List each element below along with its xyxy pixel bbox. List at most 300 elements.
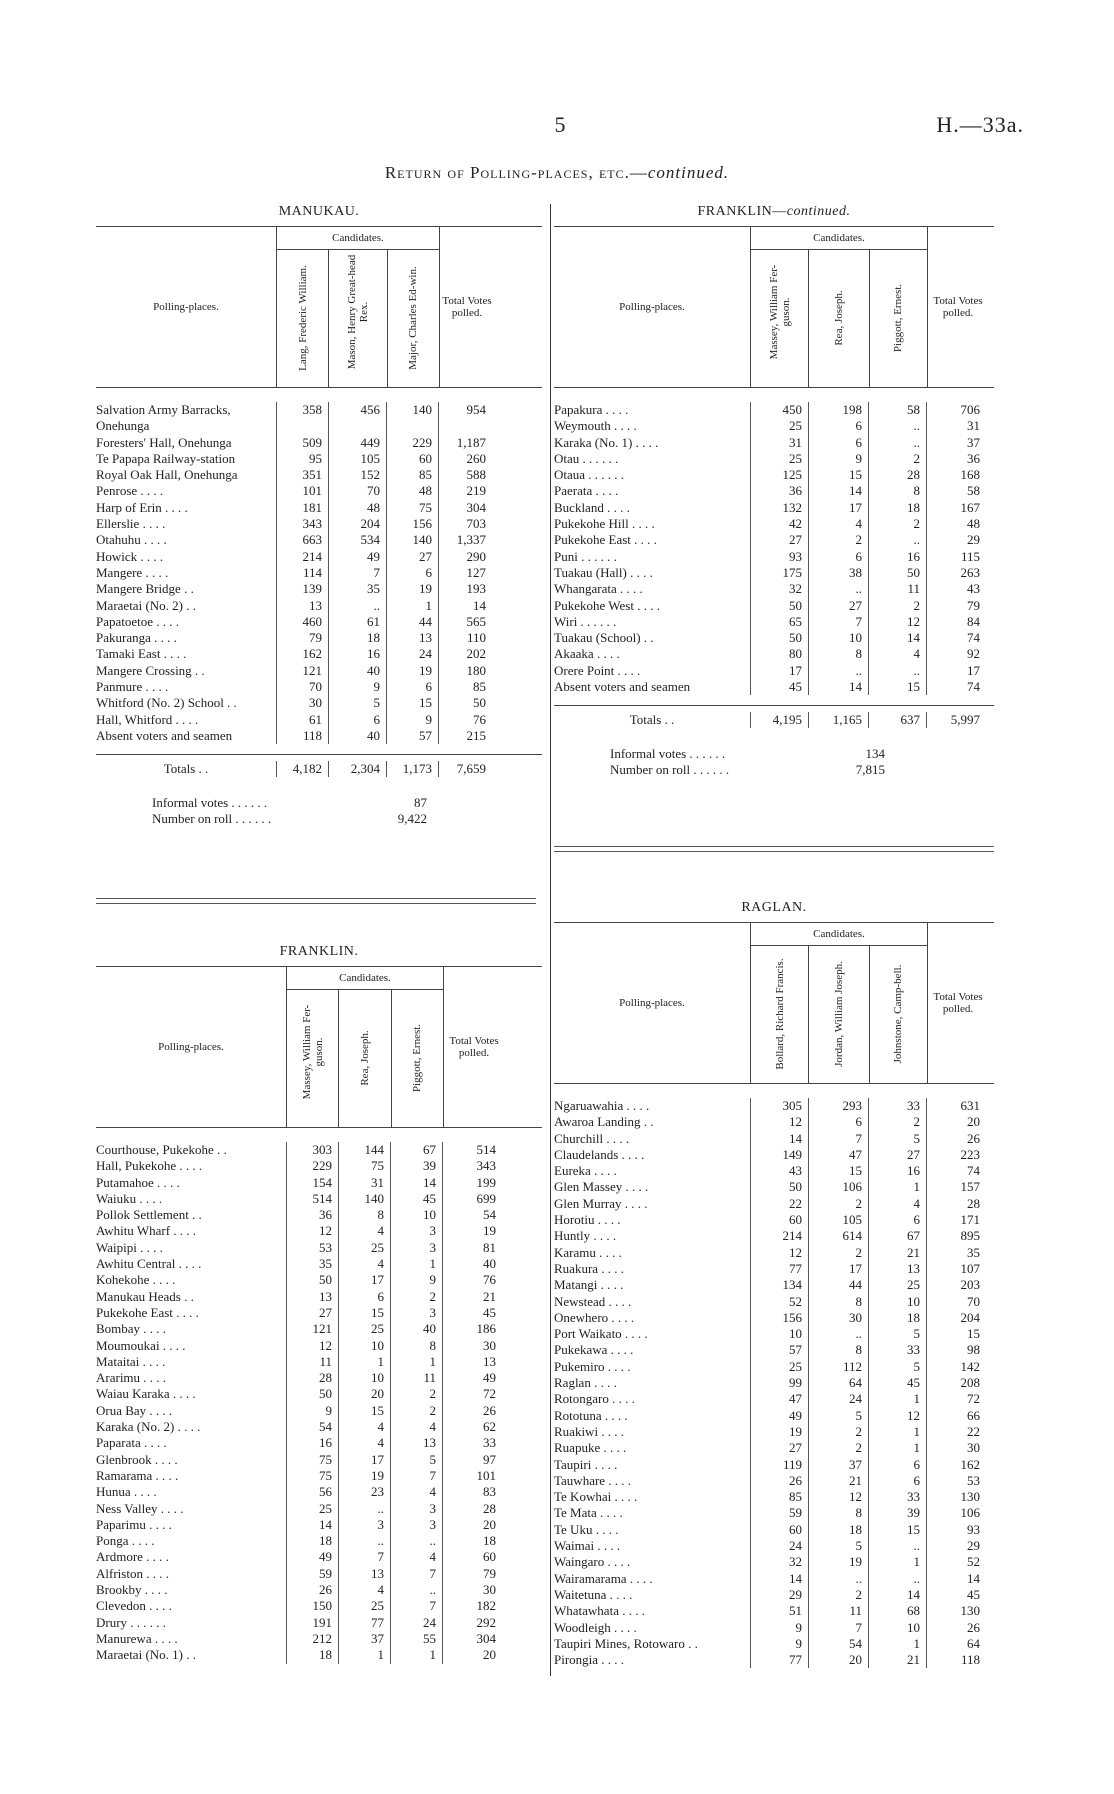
- candidate-votes-cell: 11: [868, 581, 926, 597]
- candidate-votes-cell: 4: [868, 646, 926, 662]
- total-votes-cell: 37: [926, 435, 986, 451]
- candidate-votes-cell: 7: [338, 1549, 390, 1565]
- polling-place: Whangarata . . . .: [554, 581, 643, 597]
- total-votes-cell: 29: [926, 1538, 986, 1554]
- total-votes-cell: 22: [926, 1424, 986, 1440]
- candidate-votes-cell: 7: [328, 565, 386, 581]
- polling-place: Moumoukai . . . .: [96, 1337, 186, 1353]
- candidate-votes-cell: 1: [868, 1636, 926, 1652]
- candidate-name-header: [277, 250, 328, 387]
- table-row: [554, 435, 994, 451]
- table-row: [96, 1549, 542, 1565]
- total-votes-cell: 588: [438, 467, 492, 483]
- table-row: [554, 1245, 994, 1261]
- total-votes-cell: 168: [926, 467, 986, 483]
- candidate-votes-cell: ..: [390, 1582, 442, 1598]
- polling-place: Pukekohe East . . . .: [554, 532, 657, 548]
- total-votes-cell: 28: [442, 1501, 502, 1517]
- polling-place: Rototuna . . . .: [554, 1407, 628, 1423]
- candidate-votes-cell: 51: [750, 1603, 808, 1619]
- double-rule-right: [554, 846, 994, 852]
- totals-label: Totals . .: [163, 761, 209, 777]
- candidate-votes-cell: [276, 418, 328, 434]
- candidate-votes-cell: 35: [328, 581, 386, 597]
- candidate-votes-cell: 293: [808, 1098, 868, 1114]
- candidate-votes-cell: 25: [750, 451, 808, 467]
- candidate-votes-cell: 303: [286, 1142, 338, 1158]
- candidate-votes-cell: 67: [868, 1228, 926, 1244]
- franklin-continued-title-italic: continued.: [786, 204, 851, 219]
- polling-place: Karaka (No. 2) . . . .: [96, 1419, 201, 1435]
- table-row: [554, 1228, 994, 1244]
- total-votes-cell: 83: [442, 1484, 502, 1500]
- total-votes-cell: 101: [442, 1468, 502, 1484]
- table-row: [554, 598, 994, 614]
- candidate-votes-cell: 13: [286, 1289, 338, 1305]
- candidate-votes-cell: 37: [808, 1457, 868, 1473]
- total-votes-cell: 263: [926, 565, 986, 581]
- polling-place: Claudelands . . . .: [554, 1146, 645, 1162]
- candidate-votes-cell: 2: [808, 1440, 868, 1456]
- number-on-roll-label: Number on roll . . . . . .: [610, 762, 730, 778]
- franklin-title: FRANKLIN.: [279, 944, 359, 959]
- candidate-name: Jordan, William Joseph.: [833, 961, 845, 1067]
- polling-place: Paerata . . . .: [554, 483, 619, 499]
- total-votes-cell: 142: [926, 1359, 986, 1375]
- total-votes-cell: 199: [442, 1175, 502, 1191]
- candidate-votes-cell: 48: [386, 483, 438, 499]
- candidate-votes-cell: 456: [328, 402, 386, 418]
- candidate-votes-cell: 27: [808, 598, 868, 614]
- polling-place: Whitford (No. 2) School . .: [96, 695, 237, 711]
- candidate-votes-cell: 162: [276, 646, 328, 662]
- candidate-votes-cell: 93: [750, 549, 808, 565]
- candidate-votes-cell: 45: [390, 1191, 442, 1207]
- total-votes-cell: 98: [926, 1342, 986, 1358]
- candidate-votes-cell: 6: [808, 1114, 868, 1130]
- candidate-votes-cell: 156: [750, 1310, 808, 1326]
- candidate-votes-cell: 24: [390, 1615, 442, 1631]
- candidate-votes-cell: 40: [390, 1321, 442, 1337]
- candidate-votes-cell: 25: [286, 1501, 338, 1517]
- candidate-votes-cell: 25: [750, 418, 808, 434]
- candidate-votes-cell: 514: [286, 1191, 338, 1207]
- candidate-votes-cell: 2: [808, 1245, 868, 1261]
- candidate-votes-cell: 118: [276, 728, 328, 744]
- polling-place: Foresters' Hall, Onehunga: [96, 434, 232, 450]
- candidate-votes-cell: 214: [750, 1228, 808, 1244]
- table-row: [96, 581, 542, 597]
- total-votes-cell: 343: [442, 1158, 502, 1174]
- polling-place: Mangere Bridge . .: [96, 581, 194, 597]
- candidate-votes-cell: 7: [390, 1468, 442, 1484]
- candidate-votes-cell: ..: [338, 1533, 390, 1549]
- candidate-votes-cell: 95: [276, 451, 328, 467]
- table-row: [554, 1652, 994, 1668]
- page-number: 5: [554, 112, 566, 137]
- candidate-name-header: [869, 250, 927, 387]
- candidate-votes-cell: 59: [750, 1505, 808, 1521]
- candidate-votes-cell: 14: [286, 1517, 338, 1533]
- candidate-votes-cell: 614: [808, 1228, 868, 1244]
- candidate-votes-cell: 40: [328, 728, 386, 744]
- table-row: [554, 1179, 994, 1195]
- polling-place: Ramarama . . . .: [96, 1467, 179, 1483]
- manukau-table: [96, 204, 542, 827]
- table-row: [554, 1342, 994, 1358]
- informal-votes-label: Informal votes . . . . . .: [610, 746, 726, 762]
- table-row: [96, 646, 542, 662]
- polling-place: Awhitu Central . . . .: [96, 1256, 202, 1272]
- table-row: [96, 532, 542, 548]
- candidate-votes-cell: ..: [808, 1326, 868, 1342]
- polling-place: Paparata . . . .: [96, 1435, 167, 1451]
- polling-place: Ruakura . . . .: [554, 1260, 625, 1276]
- candidate-votes-cell: 27: [868, 1147, 926, 1163]
- candidate-votes-cell: 2: [808, 1587, 868, 1603]
- table-row: [554, 516, 994, 532]
- table-row: [554, 1457, 994, 1473]
- candidate-votes-cell: 5: [808, 1538, 868, 1554]
- candidate-votes-cell: 52: [750, 1294, 808, 1310]
- polling-place: Papatoetoe . . . .: [96, 613, 180, 629]
- candidate-votes-cell: 35: [286, 1256, 338, 1272]
- candidate-name-header: [808, 250, 868, 387]
- candidate-votes-cell: ..: [328, 598, 386, 614]
- table-row: [96, 712, 542, 728]
- polling-place: Weymouth . . . .: [554, 418, 637, 434]
- double-rule-left: [96, 898, 536, 904]
- candidate-votes-cell: ..: [808, 1571, 868, 1587]
- table-row: [554, 1408, 994, 1424]
- candidate-votes-cell: 50: [750, 630, 808, 646]
- table-row: [96, 679, 542, 695]
- candidate-votes-cell: 10: [868, 1620, 926, 1636]
- candidate-votes-cell: 204: [328, 516, 386, 532]
- polling-place: Waimai . . . .: [554, 1538, 621, 1554]
- polling-place: Onewhero . . . .: [554, 1309, 635, 1325]
- candidate-votes-cell: 12: [286, 1338, 338, 1354]
- candidate-votes-cell: 54: [286, 1419, 338, 1435]
- candidate-votes-cell: 45: [750, 679, 808, 695]
- candidate-votes-cell: 14: [750, 1571, 808, 1587]
- total-votes-cell: 97: [442, 1452, 502, 1468]
- candidate-votes-cell: 343: [276, 516, 328, 532]
- table-row: [96, 1354, 542, 1370]
- total-votes-cell: 106: [926, 1505, 986, 1521]
- table-row: [554, 1196, 994, 1212]
- candidate-votes-cell: 4: [338, 1435, 390, 1451]
- table-row: [554, 1098, 994, 1114]
- total-votes-cell: 62: [442, 1419, 502, 1435]
- table-row: [554, 1522, 994, 1538]
- polling-places-header: Polling-places.: [153, 301, 219, 313]
- candidate-votes-cell: 9: [286, 1403, 338, 1419]
- document-reference: H.—33a.: [936, 112, 1024, 137]
- total-votes-cell: 72: [442, 1386, 502, 1402]
- polling-place: Tauwhare . . . .: [554, 1472, 632, 1488]
- polling-place: Manukau Heads . .: [96, 1288, 194, 1304]
- candidate-votes-cell: 24: [808, 1391, 868, 1407]
- informal-votes-label: Informal votes . . . . . .: [152, 795, 268, 811]
- polling-place: Matangi . . . .: [554, 1277, 624, 1293]
- table-row: [96, 1501, 542, 1517]
- total-votes-cell: 223: [926, 1147, 986, 1163]
- polling-place: Salvation Army Barracks,: [96, 402, 231, 417]
- candidate-votes-cell: 4: [338, 1419, 390, 1435]
- franklin-continued-table: [554, 204, 994, 778]
- candidate-votes-cell: 77: [338, 1615, 390, 1631]
- totals-cell: 4,195: [750, 712, 808, 728]
- polling-place: Taupiri . . . .: [554, 1456, 618, 1472]
- table-row: [96, 1175, 542, 1191]
- raglan-table: [554, 900, 994, 1668]
- total-votes-cell: 180: [438, 663, 492, 679]
- candidate-votes-cell: 12: [868, 614, 926, 630]
- candidate-votes-cell: ..: [868, 435, 926, 451]
- candidate-votes-cell: 229: [386, 435, 438, 451]
- candidate-votes-cell: 99: [750, 1375, 808, 1391]
- candidate-votes-cell: 5: [808, 1408, 868, 1424]
- polling-place: Onehunga: [96, 418, 150, 434]
- candidate-votes-cell: 8: [868, 483, 926, 499]
- candidate-votes-cell: 8: [390, 1338, 442, 1354]
- total-votes-cell: 66: [926, 1408, 986, 1424]
- candidate-votes-cell: 119: [750, 1457, 808, 1473]
- candidate-votes-cell: 18: [286, 1533, 338, 1549]
- candidate-name: Piggott, Ernest.: [892, 283, 905, 353]
- candidate-votes-cell: 7: [808, 1620, 868, 1636]
- candidate-votes-cell: [328, 418, 386, 434]
- candidate-votes-cell: 4: [390, 1549, 442, 1565]
- candidate-votes-cell: 36: [286, 1207, 338, 1223]
- table-row: [554, 1391, 994, 1407]
- polling-place: Alfriston . . . .: [96, 1565, 169, 1581]
- candidate-votes-cell: 70: [328, 483, 386, 499]
- table-row: [96, 1419, 542, 1435]
- table-row: [96, 1223, 542, 1239]
- candidate-votes-cell: 150: [286, 1598, 338, 1614]
- table-row: [554, 1359, 994, 1375]
- candidate-votes-cell: 4: [808, 516, 868, 532]
- totals-cell: 1,173: [386, 761, 438, 777]
- polling-place: Puni . . . . . .: [554, 548, 617, 564]
- total-votes-cell: 60: [442, 1549, 502, 1565]
- totals-cell: 5,997: [926, 712, 986, 728]
- polling-place: Ness Valley . . . .: [96, 1500, 184, 1516]
- candidate-votes-cell: 2: [868, 451, 926, 467]
- candidate-name: Bollard, Richard Francis.: [773, 958, 786, 1070]
- page-title-continued: continued.: [647, 163, 730, 182]
- polling-places-header: Polling-places.: [619, 997, 685, 1009]
- candidate-votes-cell: 105: [808, 1212, 868, 1228]
- summary-footer: [96, 795, 542, 827]
- polling-place: Manurewa . . . .: [96, 1630, 178, 1646]
- polling-place: Otahuhu . . . .: [96, 532, 167, 548]
- candidate-votes-cell: 31: [338, 1175, 390, 1191]
- candidate-votes-cell: 80: [750, 646, 808, 662]
- polling-place: Raglan . . . .: [554, 1375, 617, 1391]
- candidate-votes-cell: 13: [390, 1435, 442, 1451]
- total-votes-cell: 29: [926, 532, 986, 548]
- franklin_cont-header: [554, 227, 994, 388]
- candidate-votes-cell: 22: [750, 1196, 808, 1212]
- polling-place: Hunua . . . .: [96, 1484, 157, 1500]
- candidate-votes-cell: 70: [276, 679, 328, 695]
- candidate-votes-cell: 1: [390, 1647, 442, 1663]
- polling-place: Karamu . . . .: [554, 1244, 622, 1260]
- candidate-votes-cell: 21: [868, 1245, 926, 1261]
- table-row: [554, 1587, 994, 1603]
- candidate-votes-cell: 58: [868, 402, 926, 418]
- candidate-votes-cell: 2: [868, 598, 926, 614]
- candidate-votes-cell: 54: [808, 1636, 868, 1652]
- number-on-roll-label: Number on roll . . . . . .: [152, 811, 272, 827]
- polling-place: Horotiu . . . .: [554, 1212, 621, 1228]
- table-row: [554, 565, 994, 581]
- candidate-votes-cell: 25: [338, 1598, 390, 1614]
- candidate-votes-cell: 37: [338, 1631, 390, 1647]
- candidate-votes-cell: 64: [808, 1375, 868, 1391]
- candidate-votes-cell: 27: [750, 1440, 808, 1456]
- polling-place: Mataitai . . . .: [96, 1353, 166, 1369]
- candidate-votes-cell: 8: [338, 1207, 390, 1223]
- candidate-votes-cell: 33: [868, 1098, 926, 1114]
- polling-place: Te Uku . . . .: [554, 1521, 619, 1537]
- candidate-votes-cell: 8: [808, 1294, 868, 1310]
- candidate-votes-cell: 11: [286, 1354, 338, 1370]
- polling-place: Pukekohe East . . . .: [96, 1304, 199, 1320]
- candidate-votes-cell: 140: [386, 532, 438, 548]
- total-votes-cell: 208: [926, 1375, 986, 1391]
- candidates-header: Candidates.: [277, 227, 439, 250]
- polling-place: Royal Oak Hall, Onehunga: [96, 467, 238, 483]
- candidate-votes-cell: 45: [868, 1375, 926, 1391]
- polling-place: Pukekohe Hill . . . .: [554, 516, 655, 532]
- candidate-votes-cell: 101: [276, 483, 328, 499]
- table-row: [96, 1435, 542, 1451]
- table-row: [554, 1326, 994, 1342]
- candidate-votes-cell: 42: [750, 516, 808, 532]
- table-row: [96, 614, 542, 630]
- summary-footer: [554, 746, 994, 778]
- table-row: [554, 1620, 994, 1636]
- polling-place: Te Papapa Railway-station: [96, 450, 236, 466]
- candidate-votes-cell: 11: [808, 1603, 868, 1619]
- polling-places-header: Polling-places.: [619, 301, 685, 313]
- totals-cell: 2,304: [328, 761, 386, 777]
- table-row: [96, 1386, 542, 1402]
- candidate-votes-cell: 18: [868, 500, 926, 516]
- polling-place: Tuakau (Hall) . . . .: [554, 564, 653, 580]
- candidate-votes-cell: 15: [868, 1522, 926, 1538]
- candidate-votes-cell: 1: [386, 598, 438, 614]
- candidate-votes-cell: 21: [808, 1473, 868, 1489]
- candidate-votes-cell: 27: [286, 1305, 338, 1321]
- candidate-votes-cell: 25: [338, 1321, 390, 1337]
- candidate-votes-cell: 19: [808, 1554, 868, 1570]
- candidate-votes-cell: 3: [390, 1517, 442, 1533]
- candidate-votes-cell: 1: [338, 1354, 390, 1370]
- candidate-votes-cell: 38: [808, 565, 868, 581]
- candidate-votes-cell: 2: [808, 532, 868, 548]
- candidate-votes-cell: 27: [750, 532, 808, 548]
- table-row: [554, 451, 994, 467]
- table-row: [554, 1440, 994, 1456]
- polling-place: Penrose . . . .: [96, 483, 164, 499]
- total-votes-cell: 171: [926, 1212, 986, 1228]
- total-votes-cell: 35: [926, 1245, 986, 1261]
- candidate-votes-cell: 152: [328, 467, 386, 483]
- candidate-votes-cell: 47: [750, 1391, 808, 1407]
- polling-place: Ardmore . . . .: [96, 1549, 169, 1565]
- candidate-name: Rea, Joseph.: [833, 290, 845, 346]
- candidate-votes-cell: 59: [286, 1566, 338, 1582]
- total-votes-cell: 79: [926, 598, 986, 614]
- table-row: [96, 1272, 542, 1288]
- candidate-votes-cell: 4: [390, 1484, 442, 1500]
- polling-place: Maraetai (No. 1) . .: [96, 1647, 196, 1663]
- total-votes-cell: 130: [926, 1603, 986, 1619]
- candidate-votes-cell: 663: [276, 532, 328, 548]
- candidate-votes-cell: 6: [386, 679, 438, 695]
- candidate-votes-cell: 19: [386, 581, 438, 597]
- total-votes-cell: 15: [926, 1326, 986, 1342]
- total-votes-cell: 107: [926, 1261, 986, 1277]
- total-votes-cell: 304: [442, 1631, 502, 1647]
- candidate-votes-cell: 191: [286, 1615, 338, 1631]
- candidate-votes-cell: 10: [390, 1207, 442, 1223]
- polling-place: Ararimu . . . .: [96, 1370, 167, 1386]
- candidate-name-header: [391, 990, 443, 1127]
- polling-place: Waingaro . . . .: [554, 1554, 631, 1570]
- franklin-rows: [96, 1142, 542, 1664]
- candidate-votes-cell: 61: [328, 614, 386, 630]
- candidate-votes-cell: 358: [276, 402, 328, 418]
- table-row: [96, 630, 542, 646]
- candidate-votes-cell: 14: [868, 630, 926, 646]
- table-row: [96, 1289, 542, 1305]
- candidate-votes-cell: 114: [276, 565, 328, 581]
- candidate-votes-cell: 39: [868, 1505, 926, 1521]
- candidate-votes-cell: 61: [276, 712, 328, 728]
- polling-place: Mangere Crossing . .: [96, 662, 205, 678]
- candidate-votes-cell: ..: [868, 418, 926, 434]
- candidate-votes-cell: 106: [808, 1179, 868, 1195]
- total-votes-cell: 127: [438, 565, 492, 581]
- candidate-names: [751, 946, 927, 1083]
- table-row: [96, 728, 542, 744]
- total-votes-cell: 14: [926, 1571, 986, 1587]
- page-title: [0, 163, 1114, 183]
- candidate-votes-cell: 8: [808, 1342, 868, 1358]
- candidate-votes-cell: 16: [868, 1163, 926, 1179]
- polling-place: Wiri . . . . . .: [554, 613, 617, 629]
- candidate-votes-cell: 13: [276, 598, 328, 614]
- total-votes-cell: 81: [442, 1240, 502, 1256]
- candidate-votes-cell: 16: [868, 549, 926, 565]
- total-votes-cell: 74: [926, 1163, 986, 1179]
- candidate-votes-cell: 75: [286, 1452, 338, 1468]
- candidate-votes-cell: 18: [328, 630, 386, 646]
- candidate-names: [287, 990, 443, 1127]
- candidate-votes-cell: 25: [868, 1277, 926, 1293]
- table-row: [96, 500, 542, 516]
- totals-cell: 7,659: [438, 761, 492, 777]
- candidate-votes-cell: 6: [808, 418, 868, 434]
- total-votes-cell: 53: [926, 1473, 986, 1489]
- candidate-votes-cell: 30: [276, 695, 328, 711]
